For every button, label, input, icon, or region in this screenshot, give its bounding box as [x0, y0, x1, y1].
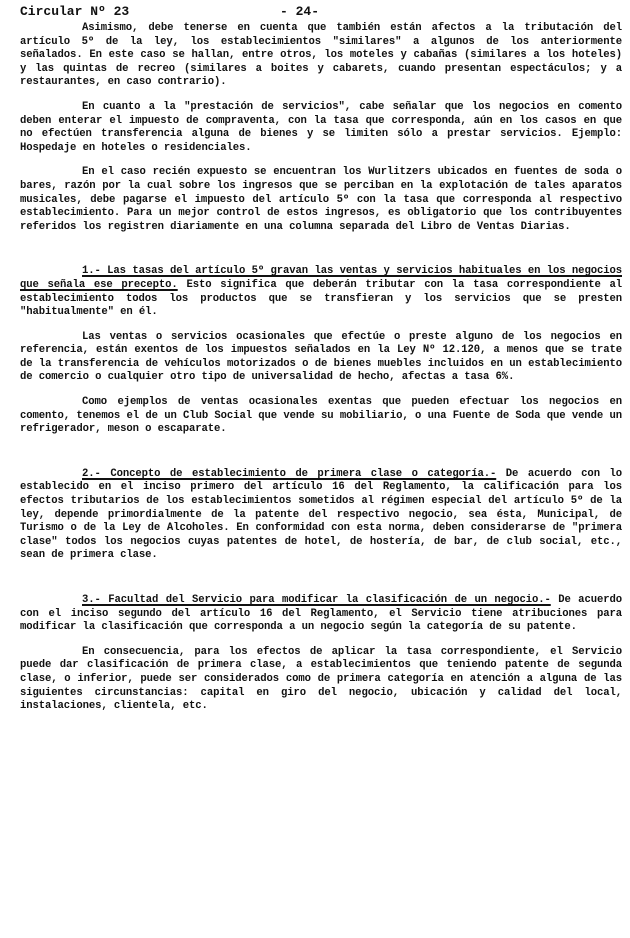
circular-number: Circular Nº 23 [20, 4, 130, 19]
paragraph-prestacion-servicios: En cuanto a la "prestación de servicios", cabe señalar que los negocios en comento deben enterar el impuesto de compraventa, con la tasa que corresponda, aún en los casos en que no efectúen transferencia alguna de bienes y se limiten sólo a prestar servicios. Ejemplo: Hospedaje en hoteles o residenciales. [20, 100, 622, 154]
section-1 [20, 265, 622, 319]
section-2-title: 2.- Concepto de establecimiento de primera clase o categoría.- [82, 467, 497, 480]
paragraph-wurlitzers: En el caso recién expuesto se encuentran los Wurlitzers ubicados en fuentes de soda o bares, razón por la cual sobre los ingresos que se perciban en la explotación de tales aparatos musicales, debe pagarse el impuesto del artículo 5º con la tasa que corresponda al respectivo establecimiento. Para un mejor control de estos ingresos, es obligatorio que los contribuyentes referidos los registren diariamente en una columna separada del Libro de Ventas Diarias. [20, 166, 622, 233]
paragraph-consecuencia: En consecuencia, para los efectos de aplicar la tasa correspondiente, el Servicio puede dar clasificación de primera clase, a establecimientos que teniendo patente de segunda clase, o inferior, puede ser considerados como de primera categoría en atención a alguna de las siguientes circunstancias: capital en giro del negocio, ubicación y calidad del local, instalaciones, clientela, etc. [20, 645, 622, 713]
section-3 [20, 594, 622, 635]
paragraph-ventas-ocasionales: Las ventas o servicios ocasionales que efectúe o preste alguno de los negocios en referencia, están exentos de los impuestos señalados en la Ley Nº 12.120, a menos que se trate de la transferencia de vehículos motorizados o de bienes muebles incluidos en un establecimiento de comercio o cualquier otro tipo de universalidad de hecho, afectas a tasa 6%. [20, 330, 622, 384]
paragraph-similares: Asimismo, debe tenerse en cuenta que también están afectos a la tributación del artículo 5º de la ley, los establecimientos "similares" a algunos de los anteriormente señalados. En este caso se hallan, entre otros, los moteles y cabañas (similares a los hoteles) y las quintas de recreo (similares a boites y cabarets, cuando presentan espectáculos; y a restaurantes, en caso contrario). [20, 22, 622, 89]
section-1-body: Esto significa que deberán tributar con la tasa correspondiente al establecimiento todos los productos que se transfieran y los servicios que se presten "habitualmente" en él. [20, 278, 622, 319]
section-3-body: De acuerdo con el inciso segundo del artículo 16 del Reglamento, el Servicio tiene atribuciones para modificar la clasificación que corresponda a un negocio según la categoría de su patente. [20, 594, 622, 634]
paragraph-ejemplos: Como ejemplos de ventas ocasionales exentas que pueden efectuar los negocios en comento, tenemos el de un Club Social que vende su mobiliario, o una Fuente de Soda que vende un refrigerador, meson o escaparate. [20, 396, 622, 436]
section-2 [20, 468, 622, 563]
section-2-body: De acuerdo con lo establecido en el inciso primero del artículo 16 del Reglamento, la calificación para los efectos tributarios de los establecimientos sometidos al régimen especial del artículo 5º de la ley, depende primordialmente de la patente del respectivo negocio, sea ésta, Municipal, de Turismo o de la Ley de Alcoholes. En conformidad con esta norma, deben considerarse de "primera clase" todos los negocios cuyas patentes de hotel, de hostería, de bar, de club social, etc., sean de primera clase. [20, 467, 623, 562]
section-1-title: 1.- Las tasas del artículo 5º gravan las ventas y servicios habituales en los negocios que señala ese precepto. [20, 265, 622, 291]
page-header [20, 4, 622, 22]
section-3-title: 3.- Facultad del Servicio para modificar la clasificación de un negocio.- [82, 594, 551, 606]
page-number: - 24- [280, 4, 320, 19]
